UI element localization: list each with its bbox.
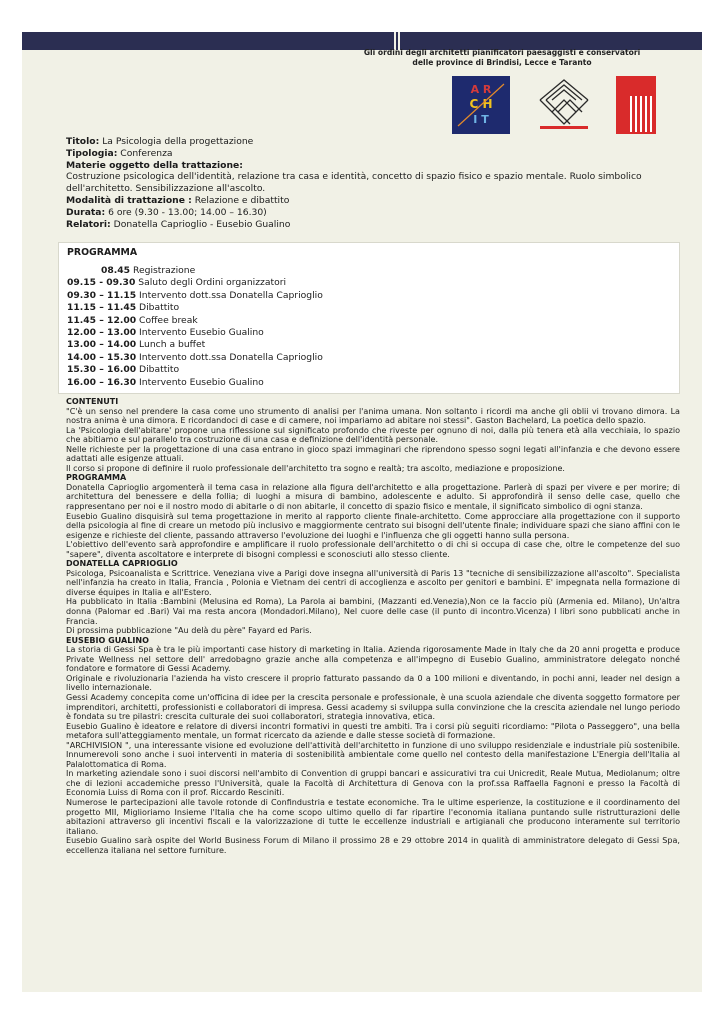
program-desc: Saluto degli Ordini organizzatori (138, 277, 287, 289)
document-page (22, 32, 702, 992)
program-item (67, 339, 323, 351)
paragraph: L'obiettivo dell'evento sarà approfondire e amplificare il ruolo professionale dell'architetto o di chi si occupa di case che, oltre le competenze del suo "sapere", diventa ascoltatore e interprete di bisogni complessi e sconosciuti allo stesso cliente. (66, 540, 680, 559)
paragraph: In marketing aziendale sono i suoi discorsi nell'ambito di Convention di gruppi bancari e assicurativi tra cui Unicredit, Reale Mutua, Mediolanum; oltre che di lezioni accademiche presso l'Università, quale la Facoltà di Architettura di Genova con la prof.ssa Raffaella Fagnoni e presso la Facoltà di Economia Luiss di Roma con il prof. Riccardo Resciniti. (66, 769, 680, 798)
mode-label: Modalità di trattazione : (66, 194, 192, 206)
program-item (67, 377, 323, 389)
program-box (58, 242, 680, 394)
program-item (67, 364, 323, 376)
program-item (67, 302, 323, 314)
body-text (66, 397, 680, 855)
paragraph: "ARCHIVISION ", una interessante visione ed evoluzione dell'attività dell'architetto in funzione di uno sviluppo residenziale e industriale più sostenibile. Innumerevoli sono anche i suoi interventi in materia di sostenibilità ambientale come quello nel contesto della manifestazione L'Energia dell'Italia al Palalottomatica di Roma. (66, 740, 680, 769)
program-item (67, 352, 323, 364)
duration-label: Durata: (66, 206, 106, 218)
program-time: 12.00 – 13.00 (67, 327, 137, 339)
program-time: 09.30 – 11.15 (67, 289, 137, 301)
program-desc: Registrazione (132, 265, 196, 276)
program-item (67, 265, 323, 277)
header-line-2: delle province di Brindisi, Lecce e Taranto (412, 58, 592, 67)
order-logo-lecce-icon (536, 76, 592, 134)
paragraph: Eusebio Gualino disquisirà sul tema progettazione in merito al rapporto cliente finale-architetto. Come approcciare alla progettazione con il supporto della psicologia al fine di creare un metodo più inclusivo e maggiormente centrato sui bisogni dell'utente finale; individuare spazi che siano affini con le esigenze e richieste del cliente, passando attraverso l'evoluzione dei luoghi e l'influenza che gli oggetti hanno sulla persona. (66, 511, 680, 540)
mode-row (66, 195, 666, 207)
section-heading-contenuti: CONTENUTI (66, 397, 119, 406)
paragraph: Ha pubblicato in Italia :Bambini (Melusina ed Roma), La Parola ai bambini, (Mazzanti ed.Venezia),Non ce la faccio più (Armenia ed. Milano), Un'altra donna (Palomar ed .Bari) Vai ma resta ancora (Mondadori.Milano), Nel cuore delle case (il punto di incontro.Vicenza) I libri sono pubblicati anche in Francia. (66, 597, 680, 626)
order-logo-lecce (536, 76, 592, 138)
type-row (66, 148, 666, 160)
program-desc: Intervento Eusebio Gualino (139, 376, 264, 388)
title-value: La Psicologia della progettazione (102, 136, 254, 147)
type-label: Tipologia: (66, 147, 118, 159)
paragraph: Eusebio Gualino sarà ospite del World Business Forum di Milano il prossimo 28 e 29 ottobre 2014 in qualità di amministratore delegato di Gessi Spa, eccellenza italiana nel settore furniture. (66, 836, 680, 855)
paragraph: Il corso si propone di definire il ruolo professionale dell'architetto tra sogno e realtà; tra ascolto, mediazione e proposizione. (66, 463, 565, 473)
topics-value: Costruzione psicologica dell'identità, relazione tra casa e identità, concetto di spazio fisico e spazio mentale. Ruolo simbolico dell'architetto. Sensibilizzazione all'ascolto. (66, 171, 642, 195)
program-time: 09.15 - 09.30 (67, 277, 136, 289)
paragraph: Nelle richieste per la progettazione di una casa entrano in gioco spazi immaginari che riprendono spesso sogni legati all'infanzia e che devono essere adattati alle esigenze attuali. (66, 444, 680, 464)
header-organizers (342, 48, 662, 68)
program-item (67, 327, 323, 339)
program-desc: Lunch a buffet (139, 339, 206, 351)
header-line-1: Gli ordini degli architetti pianificatori paesaggisti e conservatori (363, 48, 641, 57)
type-value: Conferenza (120, 147, 173, 159)
svg-text:C H: C H (469, 97, 493, 111)
program-desc: Coffee break (139, 314, 198, 326)
program-time: 11.45 – 12.00 (67, 314, 137, 326)
paragraph: La storia di Gessi Spa è tra le più importanti case history di marketing in Italia. Azienda rigorosamente Made in Italy che da 20 anni progetta e produce Private Wellness nel settore dell' arredobagno grazie anche alla competenza e all'impegno di Eusebio Gualino, amministratore delegato nonché fondatore e formatore di Gessi Academy. (66, 645, 680, 674)
program-list (67, 265, 323, 389)
program-item (67, 315, 323, 327)
speakers-value: Donatella Caprioglio - Eusebio Gualino (113, 218, 291, 230)
topics-row (66, 160, 666, 172)
paragraph: Psicologa, Psicoanalista e Scrittrice. Veneziana vive a Parigi dove insegna all'università di Paris 13 "tecniche di sensibilizzazione all'ascolto". Specialista nell'infanzia ha creato in Italia, Francia , Polonia e Vietnam dei centri di accoglienza e ascolto per genitori e bambini. E' impegnata nella formazione di diverse équipes in Italia e all'Estero. (66, 568, 680, 597)
paragraph: La 'Psicologia dell'abitare' propone una riflessione sul significato profondo che riveste per ognuno di noi, dalla più tenera età alla vecchiaia, lo spazio che abitiamo e sul parallelo tra costruzione di una casa e definizione dell'identità personale. (66, 425, 680, 445)
svg-text:I T: I T (473, 113, 489, 126)
program-time: 15.30 – 16.00 (67, 364, 137, 376)
speakers-label: Relatori: (66, 218, 111, 230)
title-label: Titolo: (66, 136, 100, 147)
section-heading-gualino: EUSEBIO GUALINO (66, 635, 149, 645)
order-logo-brindisi (452, 76, 510, 138)
duration-value: 6 ore (9.30 - 13.00; 14.00 – 16.30) (108, 206, 267, 218)
mode-value: Relazione e dibattito (194, 194, 290, 206)
order-logo-taranto-icon (616, 76, 656, 134)
program-time: 13.00 – 14.00 (67, 339, 137, 351)
section-heading-caprioglio: DONATELLA CAPRIOGLIO (66, 559, 178, 569)
program-desc: Dibattito (139, 364, 180, 376)
order-logo-brindisi-icon (452, 76, 510, 134)
course-info (66, 136, 666, 230)
program-desc: Intervento Eusebio Gualino (139, 327, 264, 339)
svg-text:A R: A R (470, 83, 492, 96)
program-desc: Intervento dott.ssa Donatella Caprioglio (139, 351, 323, 363)
program-time: 08.45 (101, 265, 131, 276)
topics-label: Materie oggetto della trattazione: (66, 159, 243, 171)
section-heading-programma: PROGRAMMA (66, 473, 127, 483)
program-desc: Dibattito (139, 302, 180, 314)
paragraph: "C'è un senso nel prendere la casa come uno strumento di analisi per l'anima umana. Non soltanto i ricordi ma anche gli oblii vi trovano dimora. La nostra anima è una dimora. E ricordandoci di case e di camere, noi impariamo ad abitare noi stessi". Gaston Bachelard, La poetica dello spazio. (66, 406, 680, 426)
order-logo-taranto (616, 76, 656, 138)
paragraph: Donatella Caprioglio argomenterà il tema casa in relazione alla figura dell'architetto e alla progettazione. Parlerà di spazi per vivere e per morire; di architettura del benessere e della follia; di luoghi a misura di bambino, adolescente e adulto. Si approfondirà il senso delle case, quello che rappresentano per noi e il nostro modo di abitarle o di non abitarle, il concetto di spazio fisico e mentale, il significato simbolico di ogni stanza. (66, 482, 680, 512)
program-desc: Intervento dott.ssa Donatella Caprioglio (139, 289, 323, 301)
speakers-row (66, 219, 666, 231)
paragraph: Eusebio Gualino è ideatore e relatore di diversi incontri formativi in questi tre ambiti. Tra i corsi più seguiti ricordiamo: "Pilota o Passeggero", una bella metafora sull'atteggiamento mentale, un format ricercato da aziende e dalle stesse società di formazione. (66, 721, 680, 741)
program-title: PROGRAMMA (67, 247, 138, 258)
title-row (66, 136, 666, 148)
program-time: 16.00 – 16.30 (67, 376, 137, 388)
paragraph: Originale e rivoluzionaria l'azienda ha visto crescere il proprio fatturato passando da 0 a 100 milioni e diventando, in pochi anni, leader nel design a livello internazionale. (66, 673, 680, 693)
paragraph: Gessi Academy concepita come un'officina di idee per la crescita personale e professionale, è una scuola aziendale che diventa soggetto formatore per imprenditori, architetti, professionisti e collaboratori di impresa. Gessi academy si sviluppa sulla convinzione che la crescita aziendale nel lungo periodo è fondata su tre pilastri: crescita culturale dei suoi collaboratori, strategia innovativa, etica. (66, 692, 680, 722)
program-item (67, 277, 323, 289)
program-time: 14.00 – 15.30 (67, 351, 137, 363)
program-item (67, 290, 323, 302)
duration-row (66, 207, 666, 219)
paragraph: Numerose le partecipazioni alle tavole rotonde di Confindustria e testate economiche. Tra le ultime esperienze, la costituzione e il coordinamento del progetto MII, Miglioriamo Insieme l'Italia che ha come scopo ultimo quello di far ripartire l'economia italiana puntando sulle ristrutturazioni delle abitazioni attraverso gli incentivi fiscali e la valorizzazione di tutte le eccellenze industriali e artigianali che producono interamente sul territorio italiano. (66, 797, 680, 836)
program-time: 11.15 – 11.45 (67, 302, 137, 314)
paragraph: Di prossima pubblicazione "Au delà du père" Fayard ed Paris. (66, 626, 312, 636)
